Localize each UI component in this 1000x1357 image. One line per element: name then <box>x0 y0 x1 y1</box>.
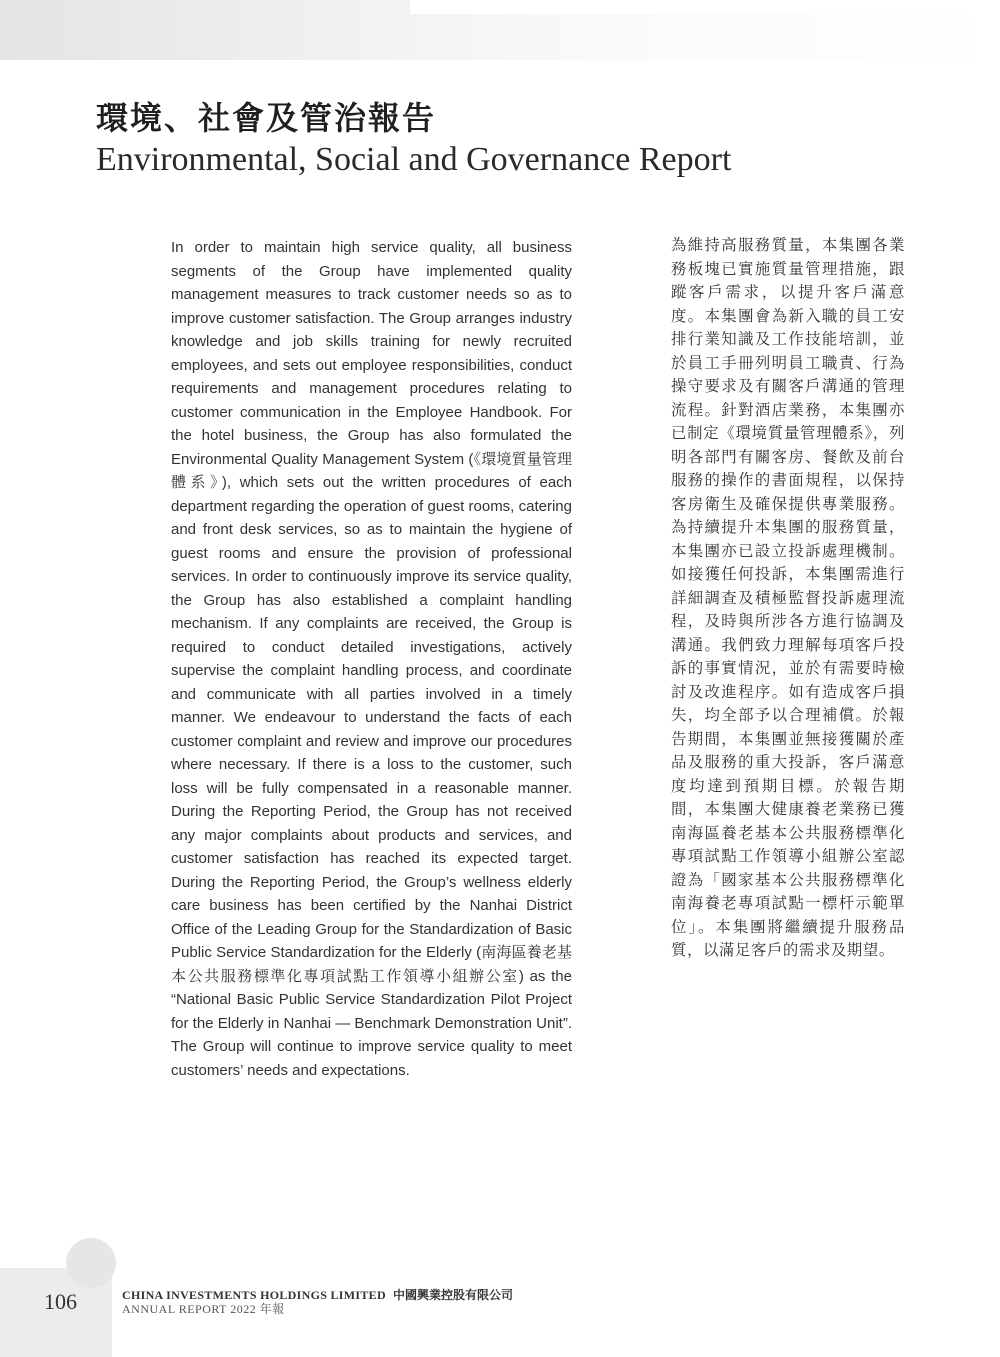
title-chinese: 環境、社會及管治報告 <box>96 99 437 137</box>
body-text-chinese: 為維持高服務質量，本集團各業務板塊已實施質量管理措施，跟蹤客戶需求，以提升客戶滿意度。本集團會為新入職的員工安排行業知識及工作技能培訓，並於員工手冊列明員工職責、行為操守要求及有關客戶溝通的管理流程。針對酒店業務，本集團亦已制定《環境質量管理體系》，列明各部門有關客房、餐飲及前台服務的操作的書面規程，以保持客房衛生及確保提供專業服務。為持續提升本集團的服務質量，本集團亦已設立投訴處理機制。如接獲任何投訴，本集團需進行詳細調查及積極監督投訴處理流程，及時與所涉各方進行協調及溝通。我們致力理解每項客戶投訴的事實情況，並於有需要時檢討及改進程序。如有造成客戶損失，均全部予以合理補償。於報告期間，本集團並無接獲關於產品及服務的重大投訴，客戶滿意度均達到預期目標。於報告期間，本集團大健康養老業務已獲南海區養老基本公共服務標準化專項試點工作領導小組辦公室認證為「國家基本公共服務標準化南海養老專項試點一標杆示範單位」。本集團將繼續提升服務品質，以滿足客戶的需求及期望。 <box>671 236 905 959</box>
page-number: 106 <box>44 1289 77 1314</box>
title-english: Environmental, Social and Governance Report <box>96 141 732 178</box>
company-name-english: CHINA INVESTMENTS HOLDINGS LIMITED <box>122 1288 386 1302</box>
footer-decorative-circle <box>66 1238 116 1288</box>
footer-report-label: ANNUAL REPORT 2022 年報 <box>122 1302 285 1316</box>
company-name-chinese: 中國興業控股有限公司 <box>392 1288 513 1302</box>
body-text-english: In order to maintain high service quality, all business segments of the Group have implemented quality management measures to track customer needs so as to improve customer satisfaction. The Group arranges industry knowledge and job skills training for newly recruited employees, and sets out employee responsibilities, conduct requirements and management procedures relating to customer communication in the Employee Handbook. For the hotel business, the Group has also formulated the Environmental Quality Management System (《環境質量管理體系》), which sets out the written procedures of each department regarding the operation of guest rooms, catering and front desk services, so as to maintain the hygiene of guest rooms and ensure the provision of professional services. In order to continuously improve its service quality, the Group has also established a complaint handling mechanism. If any complaints are received, the Group is required to conduct detailed investigations, actively supervise the complaint handling process, and coordinate and communicate with all parties involved in a timely manner. We endeavour to understand the facts of each customer complaint and review and improve our procedures where necessary. If there is a loss to the customer, such loss will be fully compensated in a reasonable manner. During the Reporting Period, the Group has not received any major complaints about products and services, and customer satisfaction has reached its expected target. During the Reporting Period, the Group’s wellness elderly care business has been certified by the Nanhai District Office of the Leading Group for the Standardization of Basic Public Service Standardization for the Elderly (南海區養老基本公共服務標準化專項試點工作領導小組辦公室) as the “National Basic Public Service Standardization Pilot Project for the Elderly in Nanhai — Benchmark Demonstration Unit”. The Group will continue to improve service quality to meet customers’ needs and expectations. <box>171 239 573 1079</box>
page-header <box>96 98 731 182</box>
top-band-notch <box>410 0 1000 14</box>
